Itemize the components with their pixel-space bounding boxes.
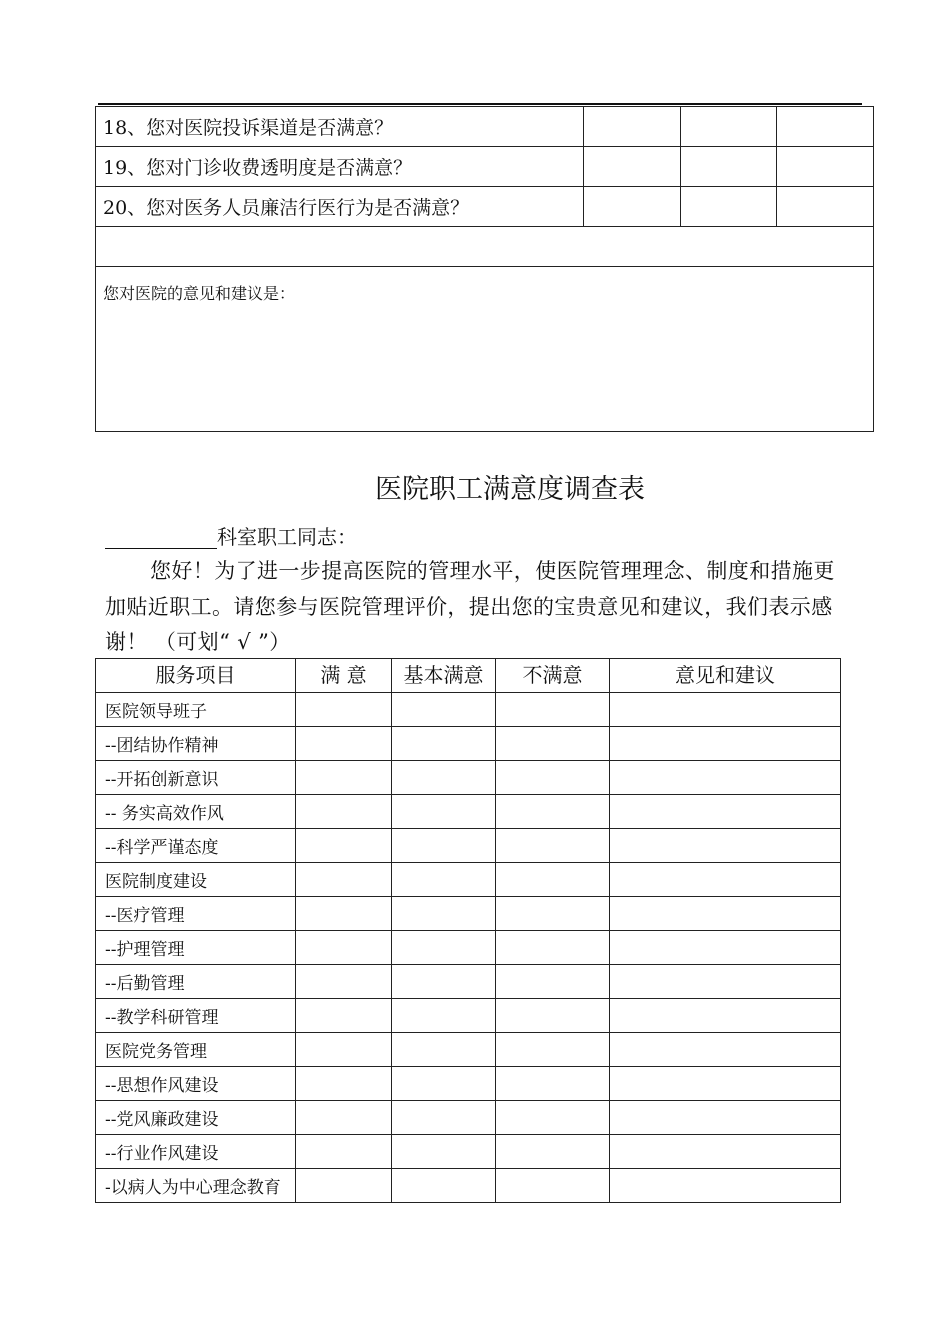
table-row bbox=[96, 897, 841, 931]
answer-cell[interactable] bbox=[680, 187, 777, 227]
salutation: 科室职工同志： bbox=[217, 525, 357, 549]
suggestion-cell[interactable] bbox=[610, 1101, 841, 1135]
header-basically-satisfied: 基本满意 bbox=[392, 659, 496, 693]
answer-cell[interactable] bbox=[777, 187, 874, 227]
header-suggestions: 意见和建议 bbox=[610, 659, 841, 693]
satisfied-cell[interactable] bbox=[296, 761, 392, 795]
service-section-label: 医院领导班子 bbox=[96, 693, 296, 727]
unsatisfied-cell[interactable] bbox=[496, 897, 610, 931]
table-row bbox=[96, 965, 841, 999]
table-header-row bbox=[96, 659, 841, 693]
basically-satisfied-cell[interactable] bbox=[392, 693, 496, 727]
answer-cell[interactable] bbox=[584, 187, 681, 227]
satisfied-cell[interactable] bbox=[296, 829, 392, 863]
table-row bbox=[96, 693, 841, 727]
unsatisfied-cell[interactable] bbox=[496, 761, 610, 795]
basically-satisfied-cell[interactable] bbox=[392, 829, 496, 863]
unsatisfied-cell[interactable] bbox=[496, 931, 610, 965]
satisfied-cell[interactable] bbox=[296, 693, 392, 727]
header-satisfied: 满 意 bbox=[296, 659, 392, 693]
top-rule bbox=[98, 103, 862, 105]
table-row bbox=[96, 1169, 841, 1203]
satisfied-cell[interactable] bbox=[296, 863, 392, 897]
satisfied-cell[interactable] bbox=[296, 795, 392, 829]
unsatisfied-cell[interactable] bbox=[496, 795, 610, 829]
table-row bbox=[96, 863, 841, 897]
answer-cell[interactable] bbox=[777, 107, 874, 147]
basically-satisfied-cell[interactable] bbox=[392, 1101, 496, 1135]
unsatisfied-cell[interactable] bbox=[496, 1135, 610, 1169]
blank-row bbox=[96, 227, 874, 267]
basically-satisfied-cell[interactable] bbox=[392, 761, 496, 795]
basically-satisfied-cell[interactable] bbox=[392, 863, 496, 897]
intro-text-line-3: 谢！ （可划“ √ ”） bbox=[105, 630, 291, 654]
service-subitem-label: --行业作风建设 bbox=[96, 1135, 296, 1169]
table-row bbox=[96, 1033, 841, 1067]
table-row bbox=[96, 147, 874, 187]
answer-cell[interactable] bbox=[680, 107, 777, 147]
suggestion-cell[interactable] bbox=[610, 1169, 841, 1203]
basically-satisfied-cell[interactable] bbox=[392, 999, 496, 1033]
answer-cell[interactable] bbox=[584, 147, 681, 187]
satisfied-cell[interactable] bbox=[296, 1033, 392, 1067]
unsatisfied-cell[interactable] bbox=[496, 693, 610, 727]
basically-satisfied-cell[interactable] bbox=[392, 965, 496, 999]
satisfied-cell[interactable] bbox=[296, 1135, 392, 1169]
service-section-label: 医院党务管理 bbox=[96, 1033, 296, 1067]
department-blank-line[interactable] bbox=[105, 548, 217, 549]
page-title: 医院职工满意度调查表 bbox=[375, 474, 645, 505]
table-row bbox=[96, 1101, 841, 1135]
satisfied-cell[interactable] bbox=[296, 999, 392, 1033]
header-unsatisfied: 不满意 bbox=[496, 659, 610, 693]
opinion-field[interactable] bbox=[96, 267, 874, 432]
service-subitem-label: --团结协作精神 bbox=[96, 727, 296, 761]
answer-cell[interactable] bbox=[680, 147, 777, 187]
basically-satisfied-cell[interactable] bbox=[392, 931, 496, 965]
service-subitem-label: -- 务实高效作风 bbox=[96, 795, 296, 829]
suggestion-cell[interactable] bbox=[610, 1033, 841, 1067]
table-row bbox=[96, 187, 874, 227]
question-18: 18、您对医院投诉渠道是否满意？ bbox=[96, 107, 584, 147]
unsatisfied-cell[interactable] bbox=[496, 965, 610, 999]
table-row bbox=[96, 1067, 841, 1101]
table-row bbox=[96, 727, 841, 761]
basically-satisfied-cell[interactable] bbox=[392, 897, 496, 931]
suggestion-cell[interactable] bbox=[610, 999, 841, 1033]
unsatisfied-cell[interactable] bbox=[496, 1169, 610, 1203]
intro-text-line-2: 加贴近职工。请您参与医院管理评价，提出您的宝贵意见和建议，我们表示感 bbox=[105, 595, 833, 619]
table-row bbox=[96, 1135, 841, 1169]
suggestion-cell[interactable] bbox=[610, 727, 841, 761]
service-subitem-label: -以病人为中心理念教育 bbox=[96, 1169, 296, 1203]
satisfied-cell[interactable] bbox=[296, 931, 392, 965]
table-row bbox=[96, 999, 841, 1033]
unsatisfied-cell[interactable] bbox=[496, 1033, 610, 1067]
basically-satisfied-cell[interactable] bbox=[392, 795, 496, 829]
intro-text-line-1: 您好！为了进一步提高医院的管理水平，使医院管理理念、制度和措施更 bbox=[150, 559, 835, 583]
suggestion-cell[interactable] bbox=[610, 897, 841, 931]
unsatisfied-cell[interactable] bbox=[496, 1067, 610, 1101]
table-row bbox=[96, 931, 841, 965]
service-subitem-label: --教学科研管理 bbox=[96, 999, 296, 1033]
suggestion-cell[interactable] bbox=[610, 965, 841, 999]
answer-cell[interactable] bbox=[584, 107, 681, 147]
basically-satisfied-cell[interactable] bbox=[392, 1033, 496, 1067]
service-section-label: 医院制度建设 bbox=[96, 863, 296, 897]
table-row bbox=[96, 761, 841, 795]
unsatisfied-cell[interactable] bbox=[496, 999, 610, 1033]
table-row bbox=[96, 795, 841, 829]
service-subitem-label: --开拓创新意识 bbox=[96, 761, 296, 795]
basically-satisfied-cell[interactable] bbox=[392, 1135, 496, 1169]
suggestion-cell[interactable] bbox=[610, 693, 841, 727]
opinion-row bbox=[96, 267, 874, 432]
unsatisfied-cell[interactable] bbox=[496, 829, 610, 863]
suggestion-cell[interactable] bbox=[610, 863, 841, 897]
satisfaction-survey-table bbox=[95, 658, 841, 1203]
service-subitem-label: --护理管理 bbox=[96, 931, 296, 965]
question-19: 19、您对门诊收费透明度是否满意？ bbox=[96, 147, 584, 187]
unsatisfied-cell[interactable] bbox=[496, 863, 610, 897]
unsatisfied-cell[interactable] bbox=[496, 1101, 610, 1135]
suggestion-cell[interactable] bbox=[610, 931, 841, 965]
basically-satisfied-cell[interactable] bbox=[392, 727, 496, 761]
unsatisfied-cell[interactable] bbox=[496, 727, 610, 761]
satisfied-cell[interactable] bbox=[296, 897, 392, 931]
service-subitem-label: --党风廉政建设 bbox=[96, 1101, 296, 1135]
basically-satisfied-cell[interactable] bbox=[392, 1067, 496, 1101]
satisfied-cell[interactable] bbox=[296, 727, 392, 761]
blank-cell bbox=[96, 227, 874, 267]
satisfied-cell[interactable] bbox=[296, 1101, 392, 1135]
satisfied-cell[interactable] bbox=[296, 1169, 392, 1203]
question-20: 20、您对医务人员廉洁行医行为是否满意？ bbox=[96, 187, 584, 227]
service-subitem-label: --医疗管理 bbox=[96, 897, 296, 931]
suggestion-cell[interactable] bbox=[610, 829, 841, 863]
answer-cell[interactable] bbox=[777, 147, 874, 187]
satisfied-cell[interactable] bbox=[296, 965, 392, 999]
service-subitem-label: --科学严谨态度 bbox=[96, 829, 296, 863]
previous-survey-table bbox=[95, 106, 874, 432]
suggestion-cell[interactable] bbox=[610, 761, 841, 795]
table-row bbox=[96, 829, 841, 863]
suggestion-cell[interactable] bbox=[610, 795, 841, 829]
table-row bbox=[96, 107, 874, 147]
header-service-item: 服务项目 bbox=[96, 659, 296, 693]
service-subitem-label: --后勤管理 bbox=[96, 965, 296, 999]
suggestion-cell[interactable] bbox=[610, 1067, 841, 1101]
suggestion-cell[interactable] bbox=[610, 1135, 841, 1169]
basically-satisfied-cell[interactable] bbox=[392, 1169, 496, 1203]
service-subitem-label: --思想作风建设 bbox=[96, 1067, 296, 1101]
satisfied-cell[interactable] bbox=[296, 1067, 392, 1101]
opinion-label: 您对医院的意见和建议是： bbox=[103, 284, 296, 303]
